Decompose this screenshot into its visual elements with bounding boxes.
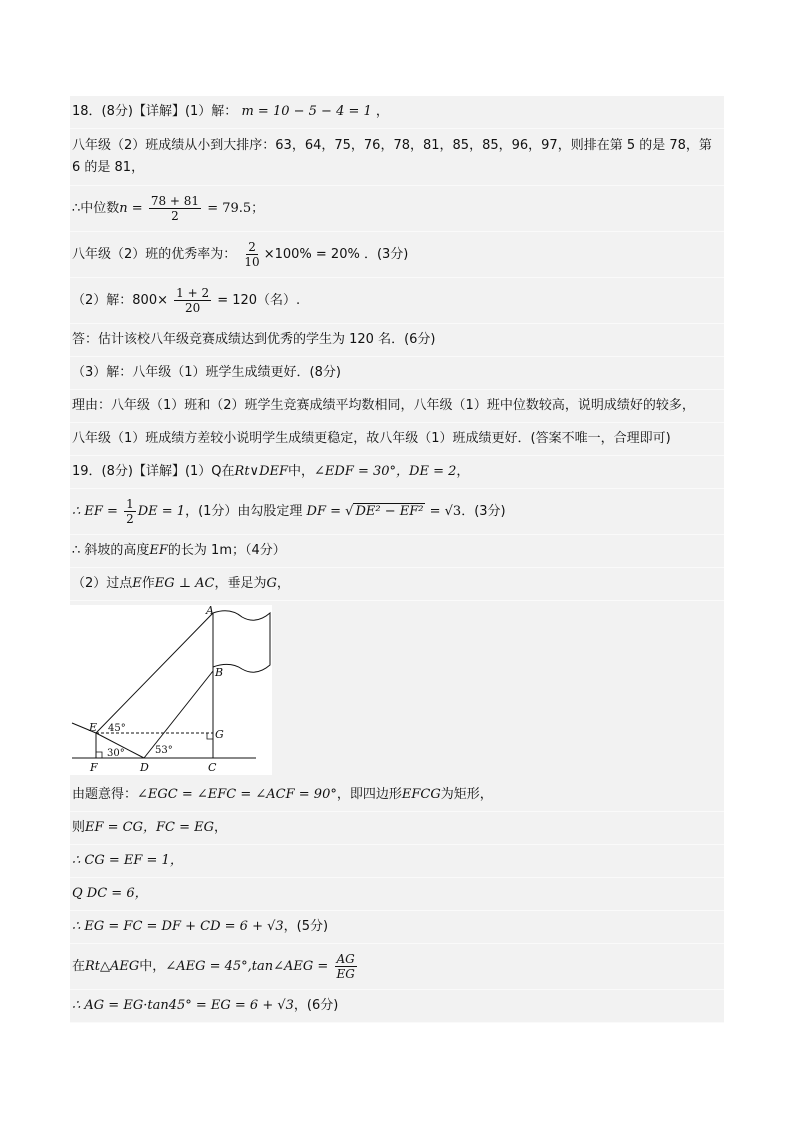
q19-de-value: DE = 1	[137, 504, 186, 519]
q19-perp: EG ⊥ AC	[154, 576, 215, 591]
q19-score: ．(3分)	[461, 504, 506, 519]
q19-triangle-aeg: Rt△AEG	[85, 959, 140, 974]
q18-median-value: = 79.5；	[203, 201, 265, 216]
q18-eq: =	[127, 201, 147, 216]
angle-53: 53°	[155, 745, 173, 756]
geometry-figure	[70, 601, 724, 779]
q18-estimate-value: = 120（名）.	[213, 293, 301, 308]
q19-line-9	[70, 911, 724, 944]
fraction-numerator: 1 + 2	[176, 286, 210, 300]
q19-heading: 19．(8分)【详解】(1）Q在	[72, 464, 235, 479]
q19-pythag-label: ，(1分）由勾股定理	[185, 504, 307, 519]
q18-line-5	[70, 278, 724, 324]
q18-part2-label: （2）解：800×	[72, 293, 168, 308]
q19-tan-eq: ∠AEG = 45°,tan∠AEG =	[165, 959, 333, 974]
q18-line-6	[70, 324, 724, 357]
q19-tan-fraction	[334, 952, 356, 981]
q19-half-fraction	[124, 497, 136, 526]
label-d: D	[140, 761, 149, 774]
q18-rate-value: ×100% = 20% ．(3分)	[263, 247, 409, 262]
fraction-denominator: 2	[126, 512, 134, 526]
label-a: A	[206, 605, 214, 617]
q19-line-2	[70, 489, 724, 535]
q19-given: ∠EDF = 30°，DE = 2	[314, 464, 457, 479]
q18-punct: ，	[375, 104, 389, 119]
q18-line-2	[70, 129, 724, 186]
right-angle-g	[207, 733, 213, 739]
solution-page	[70, 96, 724, 1023]
right-angle-f	[96, 752, 102, 758]
q19-sqrt: √ DE² − EF²	[345, 504, 424, 519]
q19-cg-eq: ∴ CG = EF = 1，	[72, 853, 183, 868]
q19-punct: ，	[214, 820, 228, 835]
angle-45: 45°	[108, 723, 126, 734]
q18-n-var: n	[119, 201, 128, 216]
q18-line-8	[70, 390, 724, 423]
label-f: F	[90, 761, 98, 774]
q18-line-3	[70, 186, 724, 232]
q19-line-10	[70, 944, 724, 990]
q19-line-1	[70, 456, 724, 489]
q18-reason-2: 八年级（1）班成绩方差较小说明学生成绩更稳定，故八年级（1）班成绩更好．(答案不唯一，合理即可)	[72, 431, 671, 446]
q19-punct: ，	[276, 576, 290, 591]
q18-rate-fraction	[242, 240, 261, 269]
q19-score: ，(6分)	[293, 998, 339, 1013]
label-c: C	[208, 761, 217, 774]
q19-punct: ，	[456, 464, 470, 479]
q19-ef-var: EF	[149, 543, 168, 558]
q19-slope-label: ∴ 斜坡的高度	[72, 543, 150, 558]
line-ea	[96, 613, 213, 733]
q19-dc-eq: Q DC = 6，	[72, 886, 148, 901]
q19-df-eq: DF =	[306, 504, 346, 519]
q19-sqrt-result: = √3	[425, 504, 462, 519]
q19-score: ，(5分)	[283, 919, 329, 934]
q19-text: 中，	[288, 464, 315, 479]
q19-text: ，即四边形	[336, 787, 402, 802]
q18-answer: 答：估计该校八年级竞赛成绩达到优秀的学生为 120 名．(6分)	[72, 332, 436, 347]
fraction-denominator: 20	[184, 301, 201, 315]
q18-line-7	[70, 357, 724, 390]
q19-line-8	[70, 878, 724, 911]
fraction-denominator: 10	[244, 255, 260, 269]
q19-ag-eq: ∴ AG = EG·tan45° = EG = 6 + √3	[72, 998, 294, 1013]
q18-part3: （3）解：八年级（1）班学生成绩更好．(8分)	[72, 365, 341, 380]
q19-text: 作	[141, 576, 155, 591]
q18-reason-1: 理由：八年级（1）班和（2）班学生竞赛成绩平均数相同，八年级（1）班中位数较高，说明成绩好的较多，	[72, 398, 695, 413]
q18-m-equation: m = 10 − 5 − 4 = 1	[241, 104, 372, 119]
label-b: B	[215, 666, 224, 679]
q19-radicand: DE² − EF²	[355, 504, 424, 519]
q19-rect-label: 为矩形，	[440, 787, 493, 802]
q19-text: 中，	[139, 959, 166, 974]
q19-line-3	[70, 535, 724, 568]
fraction-numerator: 78 + 81	[150, 194, 200, 208]
label-e: E	[89, 721, 98, 734]
q18-median-label: ∴中位数	[72, 201, 120, 216]
q19-slope-value: 的长为 1m；（4分）	[167, 543, 286, 558]
fraction-numerator: 1	[126, 497, 134, 511]
q19-point-g: G	[266, 576, 277, 591]
q19-line-5	[70, 779, 724, 812]
q18-heading: 18．(8分)【详解】(1）解：	[72, 104, 238, 119]
q18-line-1	[70, 96, 724, 129]
q19-text: ，垂足为	[214, 576, 267, 591]
label-g: G	[215, 728, 224, 741]
q19-given-label: 由题意得：	[72, 787, 138, 802]
q18-median-fraction	[149, 194, 201, 223]
flag-shape	[213, 611, 270, 672]
q19-line-7	[70, 845, 724, 878]
q19-line-6	[70, 812, 724, 845]
q19-triangle: Rt∨DEF	[234, 464, 289, 479]
flagpole-diagram	[70, 605, 272, 775]
fraction-denominator: EG	[336, 967, 355, 981]
q19-right-angles: ∠EGC = ∠EFC = ∠ACF = 90°	[137, 787, 337, 802]
q19-in: 在	[72, 959, 86, 974]
q18-estimate-fraction	[174, 286, 211, 315]
q19-ef-eq: ∴ EF =	[72, 504, 123, 519]
q18-rate-label: 八年级（2）班的优秀率为：	[72, 247, 237, 262]
q18-line-9	[70, 423, 724, 456]
q19-equalities: EF = CG，FC = EG	[85, 820, 215, 835]
fraction-numerator: 2	[248, 240, 256, 254]
q19-part2-label: （2）过点	[72, 576, 133, 591]
q19-line-11	[70, 990, 724, 1023]
angle-30: 30°	[107, 748, 125, 759]
q18-line-4	[70, 232, 724, 278]
q19-eg-eq: ∴ EG = FC = DF + CD = 6 + √3	[72, 919, 284, 934]
q19-then: 则	[72, 820, 86, 835]
q19-point-e: E	[132, 576, 142, 591]
fraction-numerator: AG	[336, 952, 355, 966]
fraction-denominator: 2	[171, 209, 179, 223]
q18-sorted-scores: 八年级（2）班成绩从小到大排序：63，64，75，76，78，81，85，85，96，97，则排在第 5 的是 78，第 6 的是 81，	[72, 138, 712, 175]
q19-quad: EFCG	[401, 787, 441, 802]
q19-line-4	[70, 568, 724, 601]
